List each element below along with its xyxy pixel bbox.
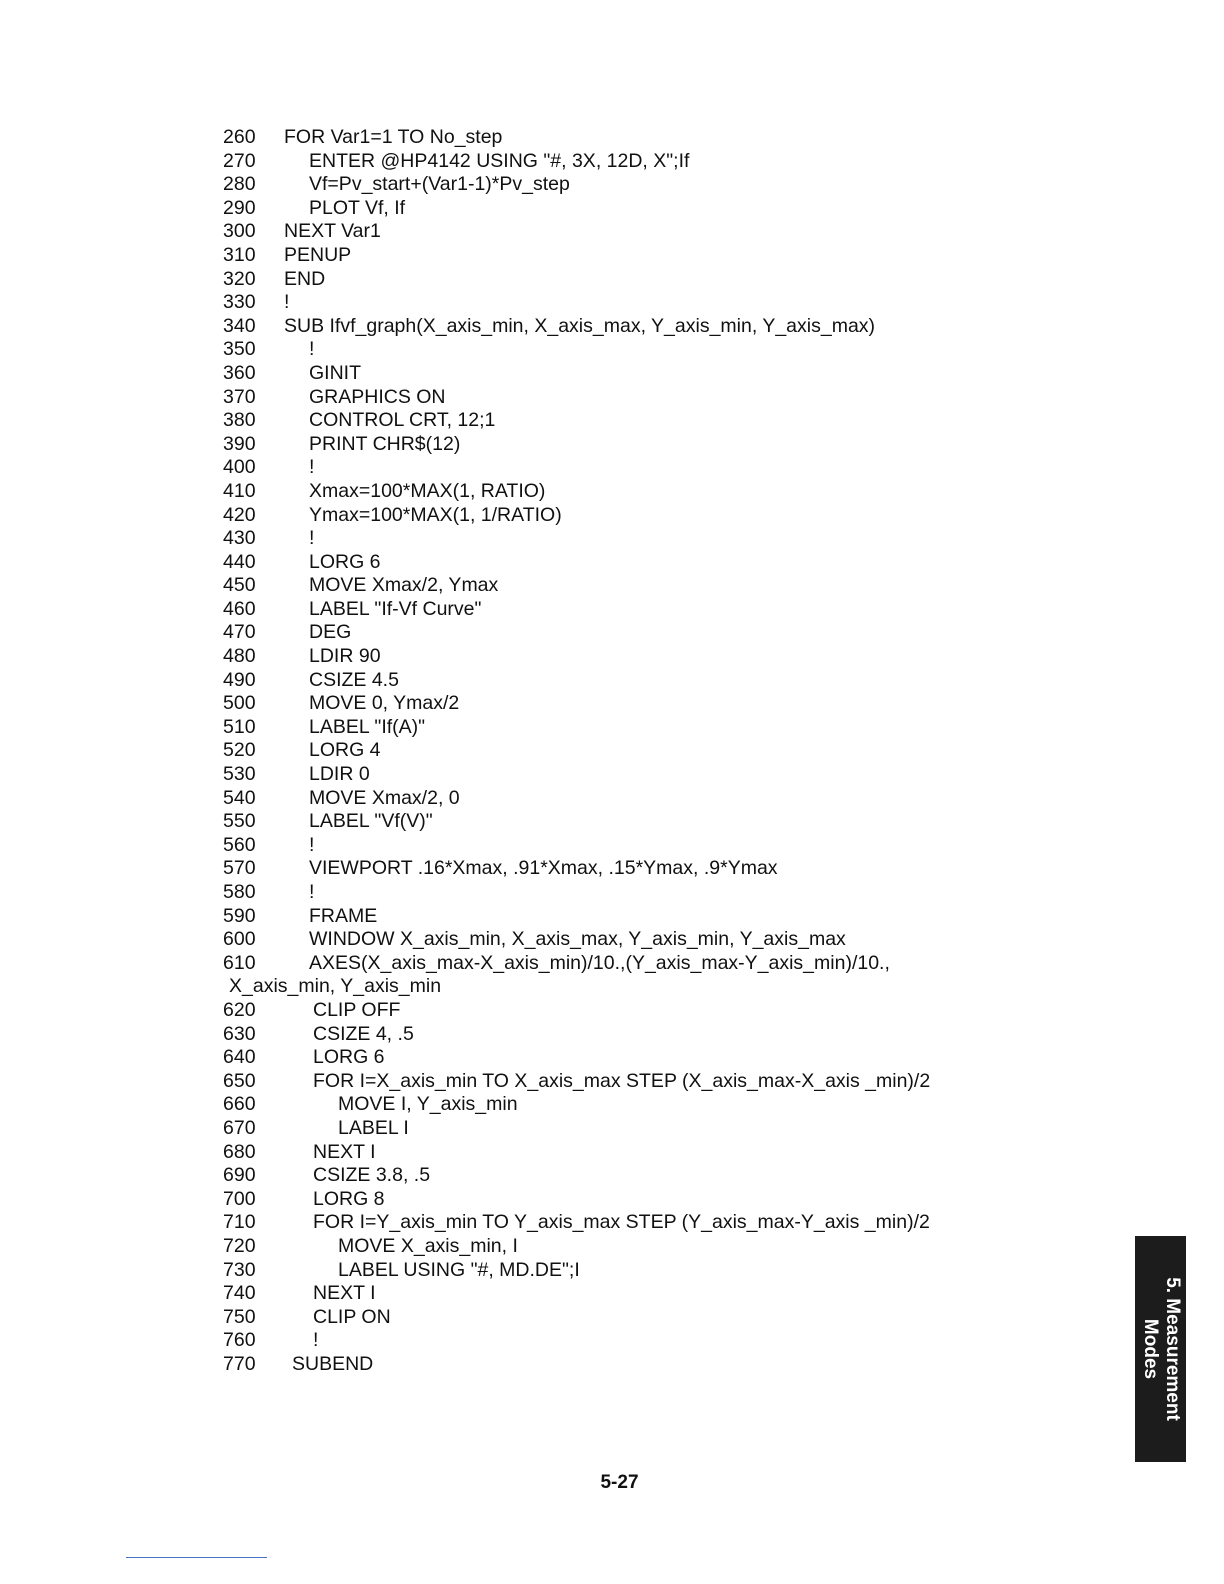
line-number: 320 [223,267,256,290]
footer-rule [126,1557,267,1558]
code-line [0,456,1224,480]
code-text: CONTROL CRT, 12;1 [309,409,496,432]
line-number: 600 [223,928,256,951]
code-line [0,173,1224,197]
line-number: 610 [223,951,256,974]
code-text: SUB Ifvf_graph(X_axis_min, X_axis_max, Y_axis_min, Y_axis_max) [284,314,876,337]
line-number: 280 [223,173,256,196]
code-text: LORG 6 [313,1046,385,1069]
code-text: ! [284,291,290,314]
code-line [0,433,1224,457]
code-text: Xmax=100*MAX(1, RATIO) [309,479,546,502]
code-line [0,220,1224,244]
line-number: 720 [223,1234,256,1257]
line-number: 460 [223,597,256,620]
code-text: NEXT Var1 [284,220,381,243]
code-line [0,1211,1224,1235]
line-number: 440 [223,550,256,573]
line-number: 680 [223,1140,256,1163]
line-number: 510 [223,715,256,738]
code-text: ! [309,881,315,903]
code-text: LORG 8 [313,1187,385,1210]
code-line [0,692,1224,716]
code-line [0,716,1224,740]
code-line [0,857,1224,881]
code-line [0,1141,1224,1165]
code-text: ! [309,833,315,856]
code-line [0,810,1224,834]
line-number: 270 [223,149,256,172]
code-text: LABEL "Vf(V)" [309,810,433,833]
code-line [0,197,1224,221]
code-line [0,834,1224,858]
code-text: DEG [309,621,352,644]
code-line [0,1117,1224,1141]
code-line [0,244,1224,268]
code-line [0,574,1224,598]
code-text: Vf=Pv_start+(Var1-1)*Pv_step [309,173,570,196]
code-text: MOVE Xmax/2, 0 [309,786,460,809]
line-number: 710 [223,1211,256,1234]
line-number: 540 [223,786,256,809]
code-line [0,1070,1224,1094]
line-number: 420 [223,503,256,526]
line-number: 700 [223,1187,256,1210]
code-text: CLIP ON [313,1305,391,1328]
code-text: GRAPHICS ON [309,385,446,408]
code-text: CSIZE 4.5 [309,668,399,691]
code-text: X_axis_min, Y_axis_min [229,975,442,998]
code-line [0,739,1224,763]
code-line-continuation [0,975,1224,999]
code-line [0,126,1224,150]
code-text: LORG 6 [309,550,381,573]
code-line [0,598,1224,622]
code-line [0,362,1224,386]
code-line [0,1188,1224,1212]
code-text: FOR Var1=1 TO No_step [284,126,503,148]
line-number: 530 [223,763,256,786]
code-line [0,291,1224,315]
code-line [0,1164,1224,1188]
chapter-tab-subtitle: Modes [1139,1318,1161,1380]
line-number: 300 [223,220,256,243]
line-number: 260 [223,126,256,148]
code-text: FRAME [309,904,378,927]
code-text: ! [309,338,315,361]
chapter-tab [1135,1236,1186,1462]
line-number: 630 [223,1022,256,1045]
program-listing [0,126,1224,1376]
code-text: LABEL I [338,1116,409,1139]
line-number: 650 [223,1069,256,1092]
code-text: CSIZE 4, .5 [313,1022,414,1045]
line-number: 490 [223,668,256,691]
line-number: 400 [223,456,256,479]
line-number: 370 [223,385,256,408]
line-number: 730 [223,1258,256,1281]
line-number: 690 [223,1164,256,1187]
code-line [0,551,1224,575]
code-text: MOVE Xmax/2, Ymax [309,574,499,597]
line-number: 330 [223,291,256,314]
code-line [0,527,1224,551]
code-line [0,315,1224,339]
code-line [0,268,1224,292]
code-line [0,338,1224,362]
code-text: FOR I=Y_axis_min TO Y_axis_max STEP (Y_axis_max-Y_axis _min)/2 [313,1211,930,1234]
code-line [0,1329,1224,1353]
chapter-tab-title: 5. Measurement [1161,1277,1183,1421]
code-text: ! [309,456,315,479]
chapter-tab-label [1139,1236,1183,1462]
code-text: WINDOW X_axis_min, X_axis_max, Y_axis_min, Y_axis_max [309,928,846,951]
line-number: 670 [223,1116,256,1139]
code-line [0,1093,1224,1117]
line-number: 500 [223,692,256,715]
code-line [0,952,1224,976]
line-number: 380 [223,409,256,432]
code-line [0,1353,1224,1377]
code-text: LORG 4 [309,739,381,762]
line-number: 290 [223,196,256,219]
code-line [0,645,1224,669]
line-number: 340 [223,314,256,337]
line-number: 350 [223,338,256,361]
code-text: ENTER @HP4142 USING "#, 3X, 12D, X";If [309,149,690,172]
code-text: ! [313,1329,319,1352]
code-line [0,928,1224,952]
code-text: END [284,267,326,290]
code-text: LABEL "If(A)" [309,715,426,738]
line-number: 470 [223,621,256,644]
code-line [0,1306,1224,1330]
code-line [0,1023,1224,1047]
line-number: 740 [223,1282,256,1305]
line-number: 660 [223,1093,256,1116]
line-number: 580 [223,881,256,903]
code-line [0,150,1224,174]
code-text: AXES(X_axis_max-X_axis_min)/10.,(Y_axis_max-Y_axis_min)/10., [309,951,890,974]
code-line [0,1046,1224,1070]
line-number: 590 [223,904,256,927]
line-number: 560 [223,833,256,856]
code-line [0,409,1224,433]
line-number: 480 [223,645,256,668]
code-text: LDIR 90 [309,645,381,668]
line-number: 770 [223,1352,256,1375]
code-text: CLIP OFF [313,998,401,1021]
page-number: 5-27 [600,1472,639,1493]
code-line [0,1259,1224,1283]
line-number: 410 [223,479,256,502]
code-line [0,669,1224,693]
code-line [0,1235,1224,1259]
line-number: 360 [223,361,256,384]
line-number: 430 [223,527,256,550]
line-number: 620 [223,998,256,1021]
code-text: NEXT I [313,1282,376,1305]
code-text: PLOT Vf, If [309,196,406,219]
code-text: ! [309,527,315,550]
code-text: MOVE I, Y_axis_min [338,1093,518,1116]
code-text: PENUP [284,243,352,266]
code-line [0,999,1224,1023]
line-number: 640 [223,1046,256,1069]
code-line [0,881,1224,905]
line-number: 750 [223,1305,256,1328]
line-number: 570 [223,857,256,880]
code-text: VIEWPORT .16*Xmax, .91*Xmax, .15*Ymax, .9*Ymax [309,857,778,880]
code-line [0,386,1224,410]
code-line [0,504,1224,528]
line-number: 390 [223,432,256,455]
code-text: NEXT I [313,1140,376,1163]
line-number: 520 [223,739,256,762]
code-text: FOR I=X_axis_min TO X_axis_max STEP (X_axis_max-X_axis _min)/2 [313,1069,931,1092]
code-text: MOVE X_axis_min, I [338,1234,518,1257]
code-text: LABEL "If-Vf Curve" [309,597,482,620]
code-text: CSIZE 3.8, .5 [313,1164,431,1187]
code-text: MOVE 0, Ymax/2 [309,692,460,715]
code-text: GINIT [309,361,361,384]
code-text: Ymax=100*MAX(1, 1/RATIO) [309,503,562,526]
line-number: 550 [223,810,256,833]
code-text: PRINT CHR$(12) [309,432,461,455]
code-line [0,905,1224,929]
code-text: LABEL USING "#, MD.DE";I [338,1258,580,1281]
line-number: 450 [223,574,256,597]
code-line [0,787,1224,811]
code-text: LDIR 0 [309,763,370,786]
code-text: SUBEND [292,1352,374,1375]
line-number: 310 [223,243,256,266]
code-line [0,621,1224,645]
code-line [0,763,1224,787]
code-line [0,480,1224,504]
code-line [0,1282,1224,1306]
line-number: 760 [223,1329,256,1352]
